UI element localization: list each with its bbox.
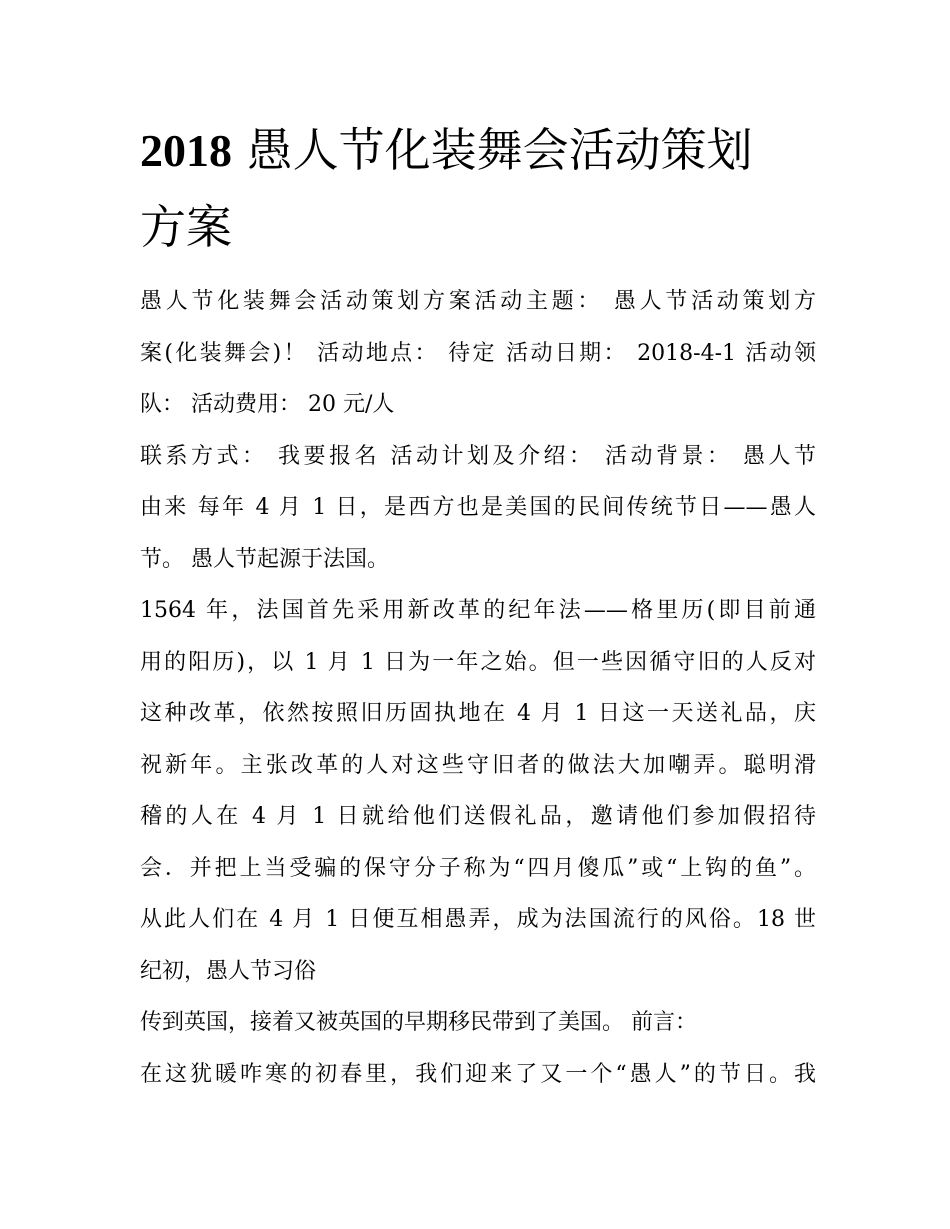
body-line: 稽的人在 4 月 1 日就给他们送假礼品，邀请他们参加假招待 [140, 804, 816, 829]
title-year: 2018 [140, 125, 232, 176]
body-line: 纪初，愚人节习俗 [140, 958, 317, 984]
body-line: 在这犹暖咋寒的初春里，我们迎来了又一个“愚人”的节日。我 [140, 1061, 816, 1087]
title-text-line2: 方案 [140, 200, 232, 254]
body-line: 节。 愚人节起源于法国。 [140, 546, 389, 572]
body-line: 这种改革，依然按照旧历固执地在 4 月 1 日这一天送礼品，庆 [140, 701, 816, 726]
body-line: 会．并把上当受骗的保守分子称为“四月傻瓜”或“上钩的鱼”。 [140, 855, 816, 881]
body-line: 队： 活动费用： 20 元/人 [140, 392, 395, 417]
body-line: 由来 每年 4 月 1 日，是西方也是美国的民间传统节日——愚人 [140, 495, 816, 520]
body-line: 案(化装舞会)！ 活动地点： 待定 活动日期： 2018-4-1 活动领 [140, 340, 816, 366]
body-line: 1564 年，法国首先采用新改革的纪年法——格里历(即目前通 [140, 598, 816, 623]
body-line: 传到英国，接着又被英国的早期移民带到了美国。 前言： [140, 1010, 697, 1035]
body-line: 从此人们在 4 月 1 日便互相愚弄，成为法国流行的风俗。18 世 [140, 907, 816, 932]
document-body [140, 276, 816, 1100]
document-title [140, 112, 820, 265]
body-line: 祝新年。主张改革的人对这些守旧者的做法大加嘲弄。聪明滑 [140, 752, 816, 778]
body-line: 愚人节化装舞会活动策划方案活动主题： 愚人节活动策划方 [140, 289, 816, 314]
body-line: 联系方式： 我要报名 活动计划及介绍： 活动背景： 愚人节 [140, 443, 816, 469]
title-text-line1: 愚人节化装舞会活动策划 [246, 123, 753, 177]
body-line: 用的阳历)，以 1 月 1 日为一年之始。但一些因循守旧的人反对 [140, 649, 816, 675]
